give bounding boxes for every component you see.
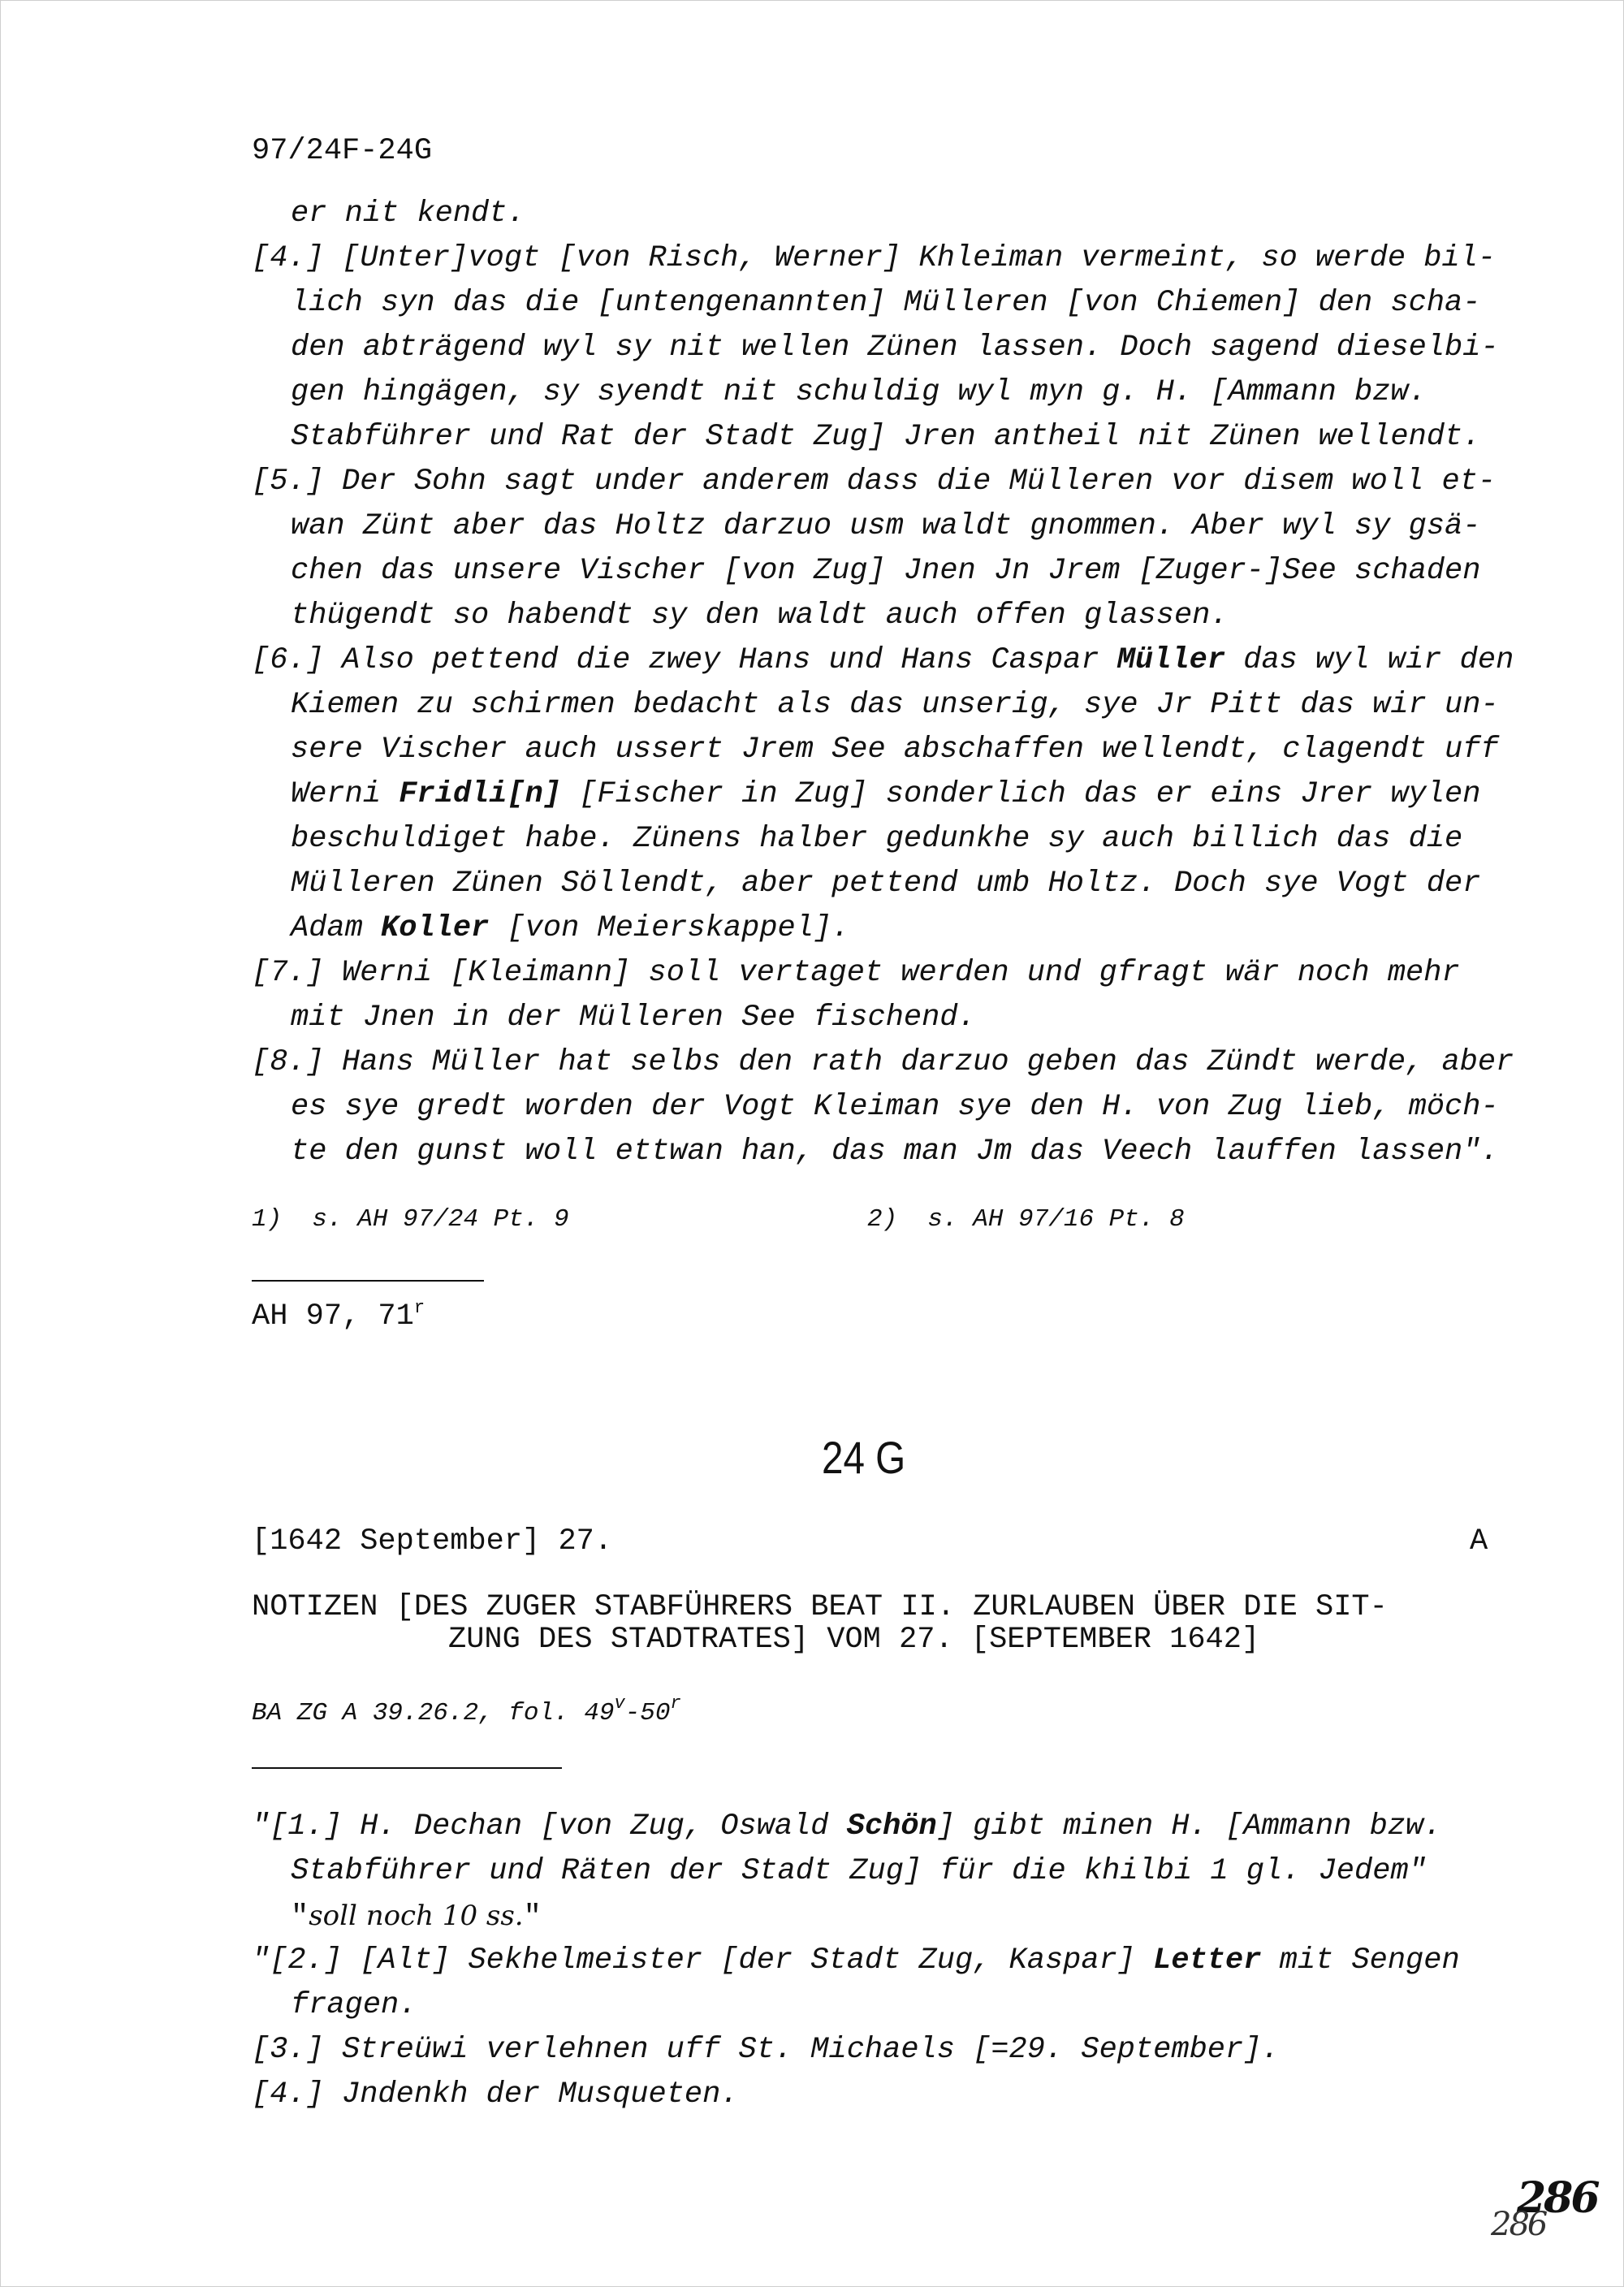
text-line: fragen. <box>291 1988 417 2022</box>
item-5 <box>252 460 1496 504</box>
entry-item-2 <box>252 1939 1460 1983</box>
item-number: [8.] <box>252 1045 324 1079</box>
text-line-tail: [von Meierskappel]. <box>489 911 850 945</box>
archive-text: BA ZG A 39.26.2, fol. 49 <box>252 1699 615 1727</box>
item-text: Also pettend die zwey Hans und Hans Caspar <box>323 643 1117 677</box>
entry-date: [1642 September] 27. <box>252 1524 613 1559</box>
item-7 <box>252 951 1460 996</box>
item-text: [Unter]vogt [von Risch, Werner] Khleiman vermeint, so werde bil- <box>323 241 1497 275</box>
item-text-tail: ] gibt minen H. [Ammann bzw. <box>936 1809 1442 1844</box>
page-header-ref: 97/24F-24G <box>252 134 433 168</box>
entry-item-4: [4.] Jndenkh der Musqueten. <box>252 2077 739 2112</box>
item-text: Hans Müller hat selbs den rath darzuo geben das Zündt werde, aber <box>323 1045 1514 1079</box>
item-number: [7.] <box>252 956 324 990</box>
archive-range: -50 <box>624 1699 671 1727</box>
entry-type: A <box>1470 1524 1488 1559</box>
text-line: Kiemen zu schirmen bedacht als das unserig, sye Jr Pitt das wir un- <box>291 688 1499 722</box>
text-line: es sye gredt worden der Vogt Kleiman sye den H. von Zug lieb, möch- <box>291 1090 1499 1124</box>
person-name-koller: Koller <box>381 911 490 945</box>
text-line: er nit kendt. <box>291 197 525 231</box>
entry-item-3: [3.] Streüwi verlehnen uff St. Michaels [=29. September]. <box>252 2033 1280 2067</box>
person-name-letter: Letter <box>1153 1943 1262 1978</box>
text-line: chen das unsere Vischer [von Zug] Jnen Jn Jrem [Zuger-]See schaden <box>291 554 1481 588</box>
text-line: thügendt so habendt sy den waldt auch offen glassen. <box>291 599 1229 633</box>
item-number: [4.] <box>252 241 324 275</box>
archive-superscript-1: v <box>614 1693 625 1714</box>
source-superscript: r <box>413 1298 425 1318</box>
entry-title-line-1: NOTIZEN [DES ZUGER STABFÜHRERS BEAT II. ZURLAUBEN ÜBER DIE SIT- <box>252 1590 1388 1624</box>
person-name-fridlin: Fridli[n] <box>399 777 562 811</box>
footnote-2: 2) s. AH 97/16 Pt. 8 <box>867 1205 1185 1234</box>
text-line: Stabführer und Rat der Stadt Zug] Jren antheil nit Zünen wellendt. <box>291 420 1481 454</box>
text-line: beschuldiget habe. Zünens halber gedunkhe sy auch billich das die <box>291 822 1463 856</box>
entry-item-1 <box>252 1805 1441 1849</box>
text-line: sere Vischer auch ussert Jrem See abschaffen wellendt, clagendt uff <box>291 733 1499 767</box>
handwritten-note: soll noch 10 ss. <box>309 1900 524 1932</box>
text-line <box>291 772 1480 817</box>
entry-number: 24 G <box>822 1432 906 1483</box>
text-line: den abträgend wyl sy nit wellen Zünen lassen. Doch sagend dieselbi- <box>291 331 1499 365</box>
entry-title-line-2: ZUNG DES STADTRATES] VOM 27. [SEPTEMBER 1642] <box>448 1623 1260 1657</box>
quote-mark: " <box>523 1900 542 1935</box>
item-6 <box>252 638 1514 683</box>
text-line-tail: [Fischer in Zug] sonderlich das er eins Jrer wylen <box>561 777 1481 811</box>
text-line-start: Adam <box>291 911 382 945</box>
item-text: Der Sohn sagt under anderem dass die Mülleren vor disem woll et- <box>323 465 1497 499</box>
text-line: wan Zünt aber das Holtz darzuo usm waldt gnommen. Aber wyl sy gsä- <box>291 509 1481 543</box>
archive-reference <box>252 1693 681 1727</box>
item-text: "[1.] H. Dechan [von Zug, Oswald <box>252 1809 847 1844</box>
text-line: Mülleren Zünen Söllendt, aber pettend umb Holtz. Doch sye Vogt der <box>291 867 1481 901</box>
item-text: "[2.] [Alt] Sekhelmeister [der Stadt Zug, Kaspar] <box>252 1943 1154 1978</box>
text-line <box>291 1894 542 1940</box>
text-line: gen hingägen, sy syendt nit schuldig wyl myn g. H. [Ammann bzw. <box>291 375 1427 409</box>
person-name-schoen: Schön <box>846 1809 937 1844</box>
footnote-1: 1) s. AH 97/24 Pt. 9 <box>252 1205 569 1234</box>
item-4 <box>252 236 1496 281</box>
item-8 <box>252 1040 1514 1085</box>
text-line: lich syn das die [untengenannten] Mülleren [von Chiemen] den scha- <box>291 286 1481 320</box>
quote-mark: " <box>291 1900 309 1935</box>
text-line: mit Jnen in der Mülleren See fischend. <box>291 1001 976 1035</box>
item-text-tail: mit Sengen <box>1261 1943 1460 1978</box>
item-text-tail: das wyl wir den <box>1225 643 1514 677</box>
source-reference <box>252 1298 425 1334</box>
item-number: [6.] <box>252 643 324 677</box>
page-number-printed: 286 <box>1517 2173 1598 2223</box>
text-line: te den gunst woll ettwan han, das man Jm das Veech lauffen lassen". <box>291 1135 1499 1169</box>
page-number-handwritten: 286 <box>1491 2206 1546 2243</box>
heading-separator <box>252 1767 562 1769</box>
source-text: AH 97, 71 <box>252 1299 414 1334</box>
text-line-start: Werni <box>291 777 400 811</box>
text-line <box>291 906 849 951</box>
archive-superscript-2: r <box>670 1693 681 1714</box>
person-name-mueller: Müller <box>1116 643 1226 677</box>
footnote-separator <box>252 1280 484 1282</box>
item-number: [5.] <box>252 465 324 499</box>
text-line: Stabführer und Räten der Stadt Zug] für die khilbi 1 gl. Jedem" <box>291 1854 1427 1888</box>
item-text: Werni [Kleimann] soll vertaget werden und gfragt wär noch mehr <box>323 956 1460 990</box>
